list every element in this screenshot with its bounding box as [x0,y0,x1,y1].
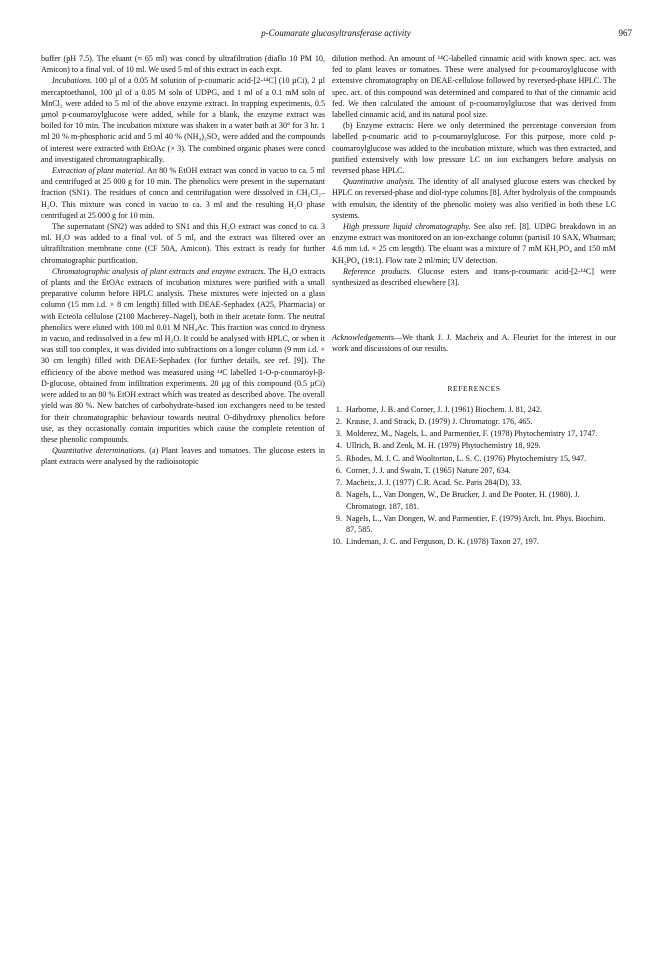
reference-text: Rhodes, M. J. C. and Wooltorton, L. S. C. (1976) Phytochemistry 15, 947. [346,453,587,463]
paragraph [332,176,616,221]
paragraph-lead: Incubations. [52,76,93,86]
paragraph [41,221,325,266]
reference-item [332,416,616,427]
reference-item [332,477,616,488]
reference-item [332,465,616,476]
reference-text: Molderez, M., Nagels, L. and Parmentier, F. (1978) Phytochemistry 17, 1747. [346,429,598,439]
paragraph-text: An 80 % EtOH extract was concd in vacuo to ca. 5 ml and centrifuged at 25 000 g for 10 min. The phenolics were present in the supernatant fraction (SN1). The residues of concn and centrifugation were dissolved in CH₂Cl₂–H₂O. This mixture was concd in vacuo to ca. 3 ml and the resulting H₂O phase centrifuged at 25 000 g for 10 min. [41,166,325,220]
reference-item [332,440,616,451]
paragraph-text: (b) Enzyme extracts: Here we only determined the percentage conversion from labelled p-coumaric acid to p-coumaroylglucose. For this purpose, more cold p-coumaroylglucose was added to the incubation mixture, which was then extracted, and purified extensively with low pressure LC on ion exchangers before analysis on reversed phase HPLC. [332,121,616,176]
reference-item [332,489,616,511]
paragraph-lead: Reference products. [343,266,412,276]
reference-item [332,513,616,535]
paragraph [41,165,325,221]
acknowledgements [332,332,616,354]
reference-text: Lindeman, J. C. and Ferguson, D. K. (1978) Taxon 27, 197. [346,537,539,547]
reference-text: Macheix, J. J. (1977) C.R. Acad. Sc. Paris 284(D), 33. [346,478,522,488]
reference-item [332,453,616,464]
reference-text: Nagels, L., Van Dongen, W. and Parmentier, F. (1979) Arch. Int. Phys. Biochim. 87, 585. [346,513,606,534]
paragraph-text: See also ref. [8]. UDPG breakdown in an enzyme extract was monitored on an ion-exchange column (partisil 10 SAX, Whatman; 4.6 mm i.d. × 25 cm length). The eluant was a mixture of 7 mM KH₂PO₄ and 150 mM KH₂PO₄ (19:1). Flow rate 2 ml/min; UV detection. [332,222,616,265]
paragraph [41,445,325,467]
reference-text: Harborne, J. B. and Corner, J. J. (1961) Biochem. J. 81, 242. [346,404,542,414]
reference-number: 5. [335,453,342,463]
reference-item [332,428,616,439]
page-number: 967 [618,28,632,38]
acknowledgements-text: —We thank J. J. Macheix and A. Fleuriet for the interest in our work and discussions of our results. [332,333,616,354]
acknowledgements-lead: Acknowledgements [332,333,395,343]
paragraph [332,221,616,266]
paragraph-text: The supernatant (SN2) was added to SN1 and this H₂O extract was concd to ca. 3 ml. H₂O was added to a final vol. of 5 ml, and the extract was filtered over an ultrafiltration membrane cone (CF 50A, Amicon). This extract is ready for further chromatographic purification. [41,222,325,265]
reference-item [332,404,616,415]
reference-text: Corner, J. J. and Swain, T. (1965) Nature 207, 634. [346,465,511,475]
reference-number: 4. [335,441,342,451]
running-header [40,28,632,42]
references-list [332,404,616,547]
reference-number: 10. [332,537,343,547]
references-heading: REFERENCES [447,383,501,393]
reference-number: 6. [335,465,342,475]
paragraph-text: Glucose esters and trans-p-coumaric acid-[2-¹⁴C] were synthesized as described elsewhere [3]. [332,266,616,288]
paragraph-lead: High pressure liquid chromatography. [343,222,471,232]
paragraph [41,75,325,165]
paragraph-lead: Extraction of plant material. [52,166,146,176]
left-column [41,53,325,468]
paragraph [332,120,616,176]
reference-number: 9. [335,513,342,523]
paragraph [332,266,616,288]
right-column [332,53,616,548]
reference-number: 1. [335,404,342,414]
paragraph-text: dilution method. An amount of ¹⁴C-labelled cinnamic acid with known spec. act. was fed to plant leaves or tomatoes. These were analysed for p-coumaroylglucose with extensive chromatography on DEAE-cellulose followed by reversed-phase HPLC. The spec. act. of this compound was determined and compared to that of the cinnamic acid fed. We then calculated the amount of p-coumaroylglucose that was derived from labelled cinnamic acid, and its natural pool size. [332,54,616,120]
paragraph-text: (a) Plant leaves and tomatoes. The glucose esters in plant extracts were analysed by the radioisotopic [41,446,325,467]
reference-text: Nagels, L., Van Dongen, W., De Brucker, J. and De Pooter, H. (1980). J. Chromatogr. 187, 181. [346,490,580,511]
reference-number: 3. [335,429,342,439]
paragraph [332,53,616,120]
running-title: p-Coumarate glucosyltransferase activity [261,28,411,38]
paragraph-text: The identity of all analysed glucose esters was checked by HPLC on reversed-phase and diol-type columns [8]. After hydrolysis of the compounds with emulsin, the identity of the phenolic moiety was also verified in both these LC systems. [332,177,616,220]
reference-item [332,536,616,547]
paragraph-lead: Quantitative determinations. [52,446,147,456]
paragraph [41,53,325,75]
reference-number: 2. [335,417,342,427]
reference-number: 7. [335,478,342,488]
paragraph-lead: Quantitative analysis. [343,177,416,187]
reference-text: Krause, J. and Strack, D. (1979) J. Chromatogr. 176, 465. [346,417,533,427]
paragraph-text: 100 µl of a 0.05 M solution of p-coumaric acid-[2-¹⁴C] (10 µCi), 2 µl mercaptoethanol, 100 µl of a 0.05 M soln of UDPG, and 1 ml of a 0.1 mM soln of MnCl₂ were added to 5 ml of the above enzyme extract. In trapping experiments, 0.5 µmol p-coumaroylglucose were added, while for a blank, the enzyme extract was boiled for 10 min. The incubation mixture was shaken in a water bath at 30° for 3 hr. 1 ml 20 % m-phosphoric acid and 5 ml 40 % (NH₄)₂SO₄ were added and the compounds of interest were extracted with EtOAc (× 3). The combined organic phases were concd and investigated chromatographically. [41,76,325,164]
paragraph-text: The H₂O extracts of plants and the EtOAc extracts of incubation mixtures were purified with a small preparative column before HPLC analysis. These mixtures were injected on a glass column (15 mm i.d. × 8 cm length) filled with DEAE-Sephadex (A25, Pharmacia) or with Ecteola cellulose (2100 Macherey–Nagel), both in their acetate form. The neutral phenolics were eluted with 100 ml 0.01 M NH₄Ac. This fraction was concd to dryness in vacuo, and redissolved in a few ml H₂O. It could be analysed with HPLC, or when it was still too complex, it was divided into subfractions on a longer column (9 mm i.d. × 30 cm length) filled with DEAE-Sephadex (for further details, see ref. [9]). The efficiency of the above method was measured using ¹⁴C labelled 1-O-p-coumaroyl-β-D-glucose, obtained from infiltration experiments. 20 µg of this compound (0.5 µCi) were added to an 80 % EtOH extract which was treated as described above. The overall yield was 80 %. New batches of carbohydrate-based ion exchangers need to be tested for their chromatographic behaviour towards neutral O-dihydroxy phenolics before use, as they occasionally contain impurities which cause the complete retention of these phenolic compounds. [41,266,326,444]
reference-text: Ullrich, B. and Zenk, M. H. (1979) Phytochemistry 18, 929. [346,441,541,451]
paragraph-text: buffer (pH 7.5). The eluant (≈ 65 ml) was concd by ultrafiltration (diaflo 10 PM 10, Amicon) to a final vol. of 10 ml. We used 5 ml of this extract in each expt. [41,54,325,75]
paragraph [41,266,325,445]
reference-number: 8. [335,490,342,500]
paragraph-lead: Chromatographic analysis of plant extracts and enzyme extracts. [52,266,266,276]
